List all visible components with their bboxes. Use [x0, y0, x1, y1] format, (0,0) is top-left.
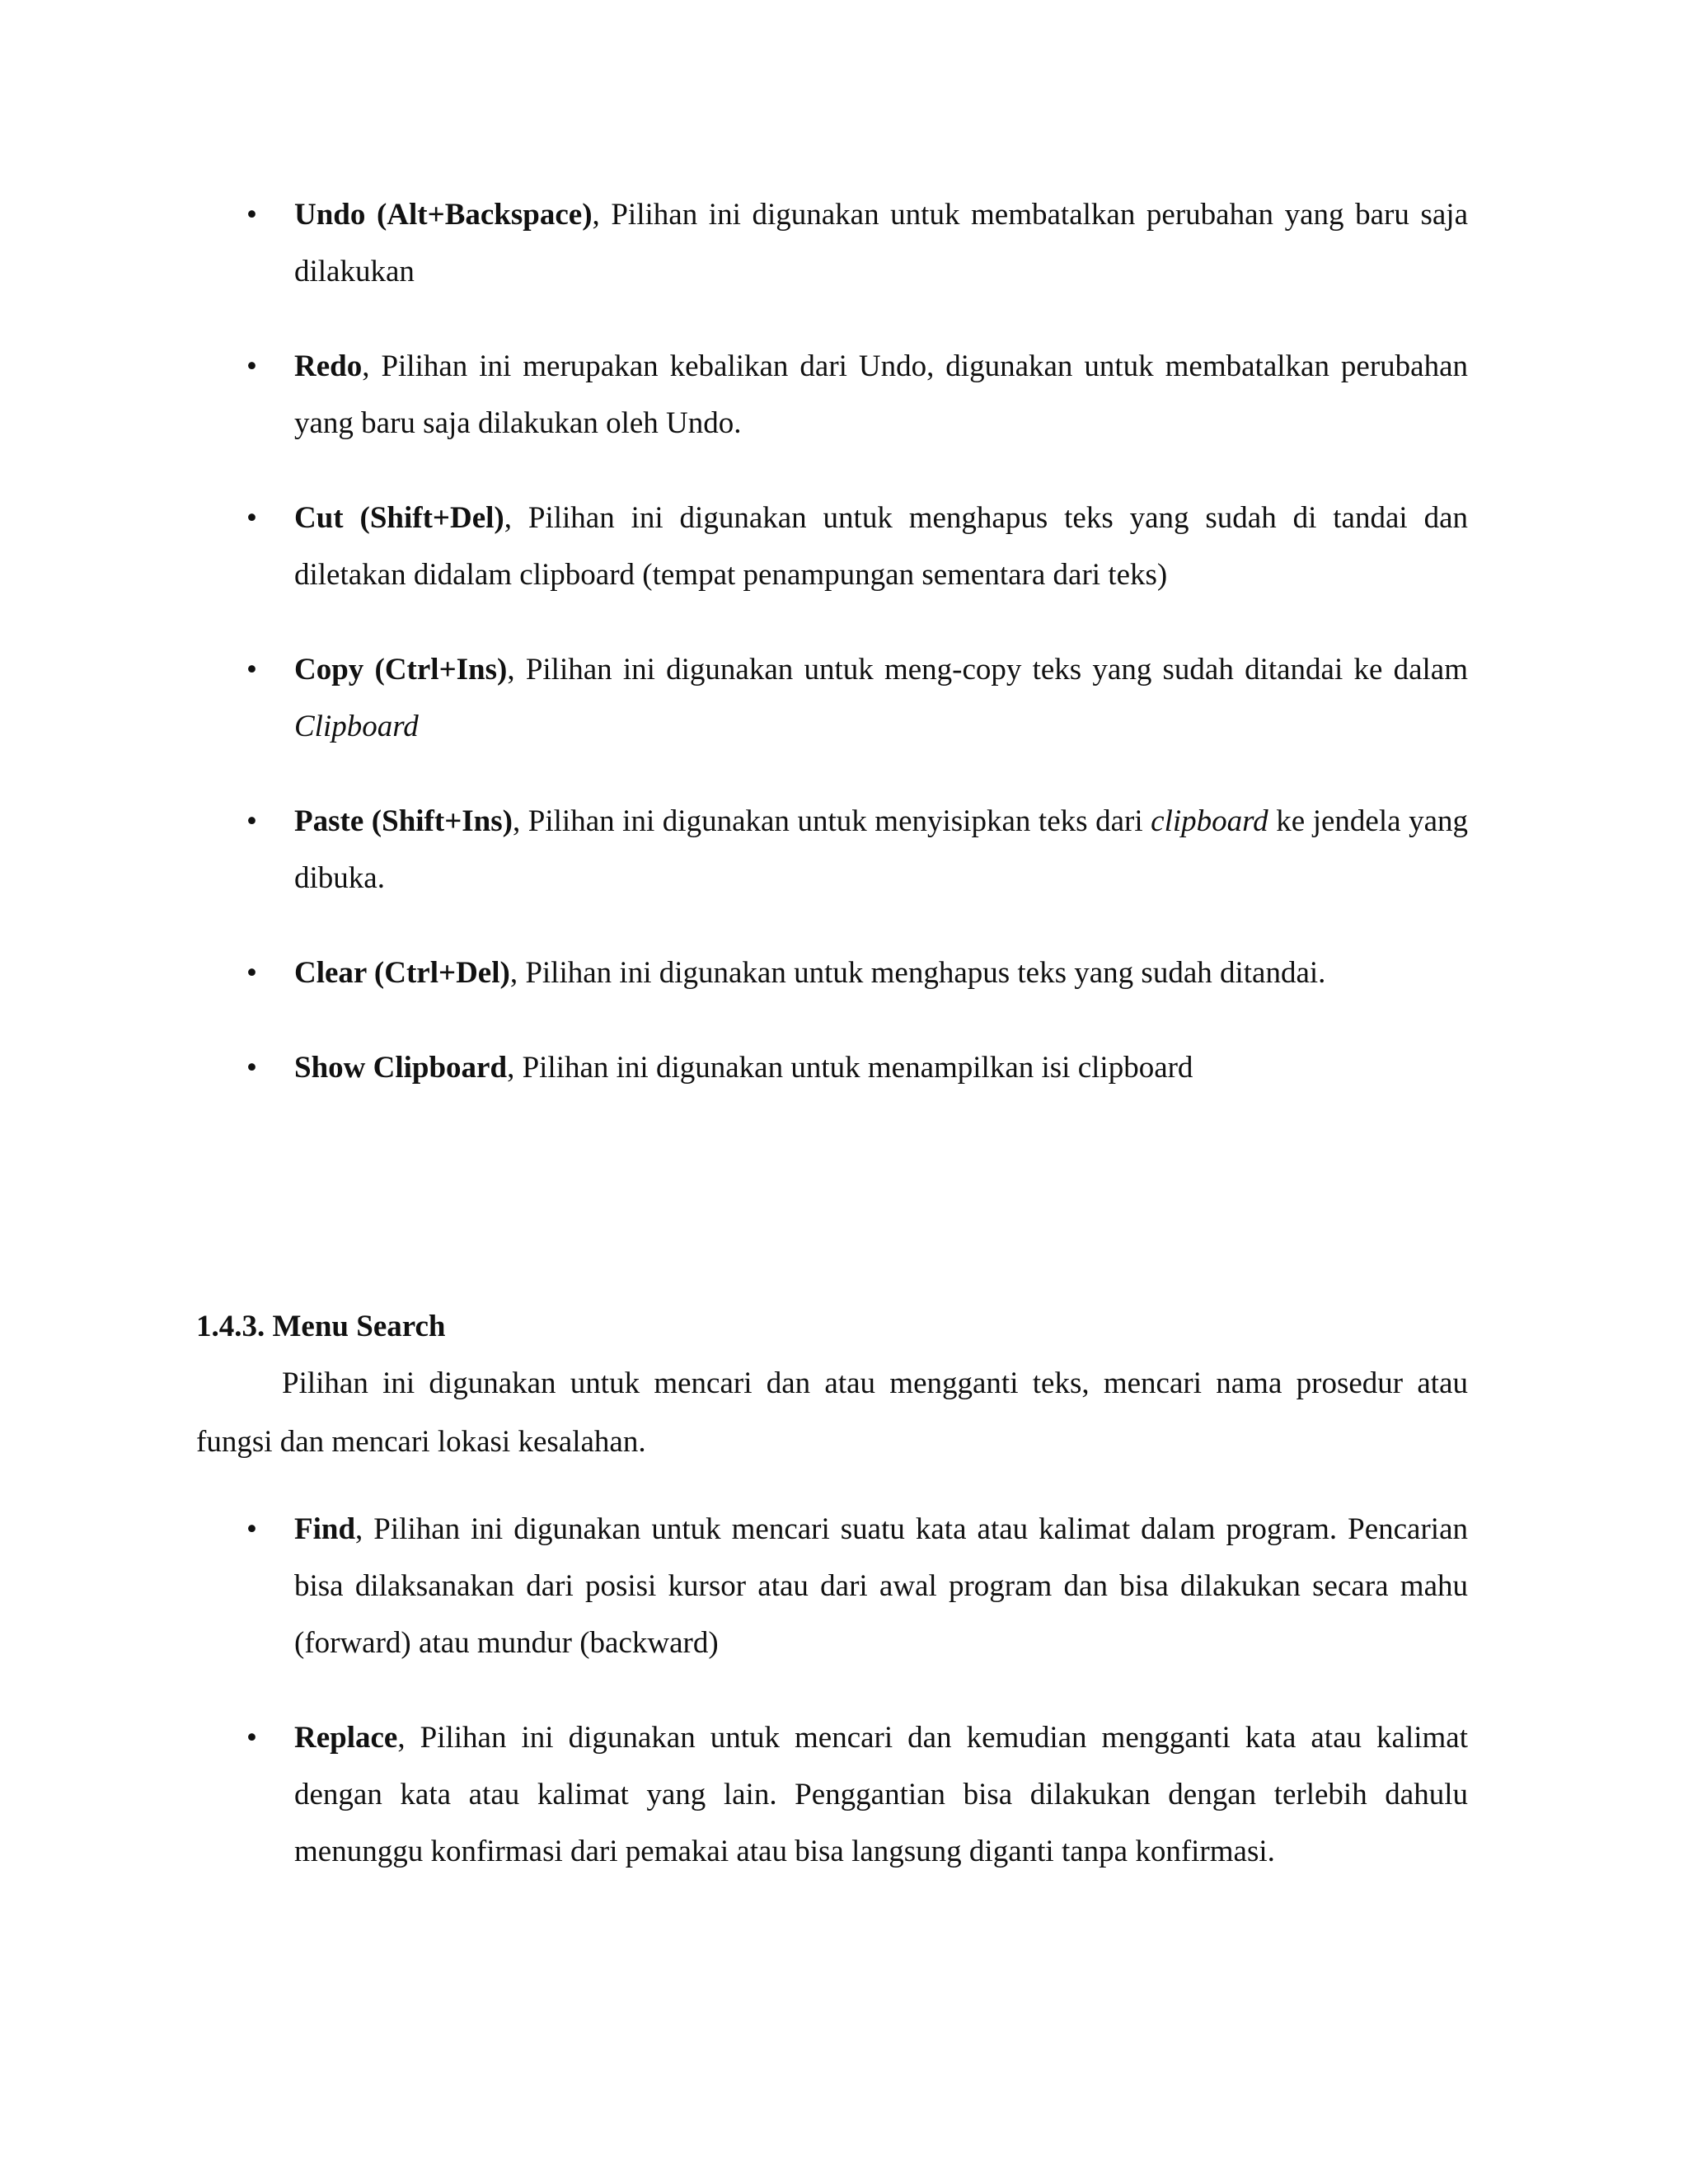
item-term: Find [294, 1512, 356, 1546]
list-item-undo [246, 186, 1468, 300]
item-term: Clear (Ctrl+Del) [294, 956, 510, 990]
item-description: , Pilihan ini digunakan untuk meng-copy teks yang sudah ditandai ke dalam [507, 653, 1468, 687]
item-term: Redo [294, 349, 363, 383]
bullet-icon: • [246, 198, 257, 232]
section-heading: 1.4.3. Menu Search [196, 1310, 446, 1343]
item-description: , Pilihan ini digunakan untuk menghapus teks yang sudah ditandai. [509, 956, 1326, 990]
item-description: , Pilihan ini digunakan untuk membatalkan perubahan yang baru saja dilakukan [294, 198, 1468, 288]
item-term: Replace [294, 1721, 398, 1755]
item-term: Copy (Ctrl+Ins) [294, 653, 508, 687]
item-description: , Pilihan ini merupakan kebalikan dari Undo, digunakan untuk membatalkan perubahan yang baru saja dilakukan oleh Undo. [294, 349, 1468, 440]
bullet-icon: • [246, 653, 257, 687]
item-term: Undo (Alt+Backspace) [294, 198, 593, 232]
list-item-paste [246, 793, 1468, 907]
item-term: Cut (Shift+Del) [294, 501, 504, 535]
item-description: , Pilihan ini digunakan untuk mencari dan kemudian mengganti kata atau kalimat dengan kata atau kalimat yang lain. Penggantian bisa dilakukan dengan terlebih dahulu menunggu konfirmasi dari pemakai atau bisa langsung diganti tanpa konfirmasi. [294, 1721, 1468, 1868]
item-description-italic: Clipboard [294, 710, 419, 743]
list-item-show-clipboard [246, 1039, 1468, 1096]
edit-menu-list [0, 186, 1688, 1096]
bullet-icon: • [246, 501, 257, 535]
item-term: Show Clipboard [294, 1051, 508, 1085]
search-menu-list [0, 1501, 1688, 1880]
list-item-copy [246, 641, 1468, 755]
list-item-cut [246, 490, 1468, 603]
list-item-find [246, 1501, 1468, 1671]
bullet-icon: • [246, 804, 257, 838]
bullet-icon: • [246, 1512, 257, 1546]
list-item-clear [246, 944, 1468, 1001]
list-item-redo [246, 338, 1468, 452]
bullet-icon: • [246, 1051, 257, 1085]
section-intro-paragraph: Pilihan ini digunakan untuk mencari dan atau mengganti teks, mencari nama prosedur atau fungsi dan mencari lokasi kesalahan. [196, 1366, 1468, 1459]
bullet-icon: • [246, 1721, 257, 1755]
item-description-tail: ke jendela yang dibuka. [294, 804, 1468, 895]
item-description: , Pilihan ini digunakan untuk menghapus teks yang sudah di tandai dan diletakan didalam clipboard (tempat penampungan sementara dari teks) [294, 501, 1468, 592]
item-description-italic: clipboard [1151, 804, 1268, 838]
bullet-icon: • [246, 349, 257, 383]
item-description: , Pilihan ini digunakan untuk menyisipkan teks dari [512, 804, 1151, 838]
item-description: , Pilihan ini digunakan untuk menampilkan isi clipboard [507, 1051, 1193, 1085]
list-item-replace [246, 1709, 1468, 1880]
bullet-icon: • [246, 956, 257, 990]
item-term: Paste (Shift+Ins) [294, 804, 513, 838]
item-description: , Pilihan ini digunakan untuk mencari suatu kata atau kalimat dalam program. Pencarian bisa dilaksanakan dari posisi kursor atau dari awal program dan bisa dilakukan secara mahu (forward) atau mundur (backward) [294, 1512, 1468, 1660]
